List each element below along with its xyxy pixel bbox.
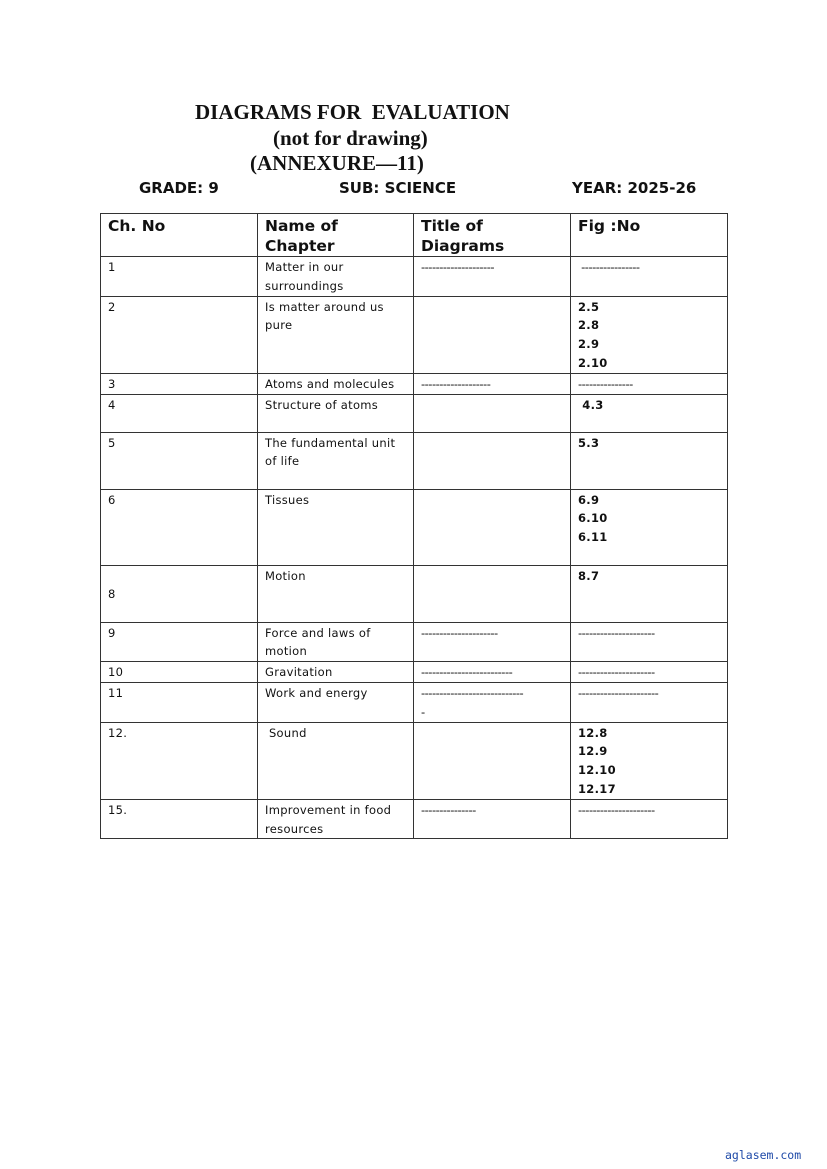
chapter-name-line: Atoms and molecules (265, 376, 395, 391)
cell-fig-no (571, 257, 728, 297)
cell-ch-no (101, 432, 258, 489)
cell-fig-no (571, 622, 728, 662)
cell-chapter-name (258, 394, 414, 432)
chapter-name-line: The fundamental unit (265, 435, 396, 450)
year-label: YEAR: 2025-26 (572, 179, 697, 197)
cell-fig-no (571, 799, 728, 839)
header-ch-no: Ch. No (101, 214, 258, 257)
cell-ch-no (101, 799, 258, 839)
ch-no-text: 2 (108, 299, 116, 314)
cell-diagram-title (414, 799, 571, 839)
annexure-label: (ANNEXURE—11) (250, 151, 424, 175)
chapter-name-line: Sound (265, 725, 307, 740)
ch-no-text: 3 (108, 376, 116, 391)
cell-chapter-name (258, 296, 414, 373)
document-subtitle: (not for drawing) (273, 126, 428, 150)
fig-number: 6.10 (578, 511, 608, 526)
cell-diagram-title (414, 662, 571, 683)
fig-number: 2.10 (578, 355, 608, 370)
table-row (101, 489, 728, 565)
chapter-name-line: surroundings (265, 278, 344, 293)
cell-ch-no (101, 296, 258, 373)
cell-chapter-name (258, 799, 414, 839)
cell-chapter-name (258, 565, 414, 622)
fig-number: --------------------- (578, 625, 655, 640)
chapter-name-line: Tissues (265, 492, 310, 507)
cell-diagram-title (414, 373, 571, 394)
fig-number: 8.7 (578, 568, 600, 583)
fig-number: 2.9 (578, 337, 600, 352)
cell-diagram-title (414, 394, 571, 432)
cell-fig-no (571, 565, 728, 622)
table-row (101, 565, 728, 622)
fig-number: 2.8 (578, 318, 600, 333)
ch-no-text: 5 (108, 435, 116, 450)
fig-number: ---------------------- (578, 685, 659, 700)
chapter-name-line: Gravitation (265, 665, 333, 680)
cell-diagram-title (414, 257, 571, 297)
cell-chapter-name (258, 373, 414, 394)
table-row (101, 622, 728, 662)
fig-number: 4.3 (578, 397, 604, 412)
table-row (101, 682, 728, 722)
fig-number: --------------------- (578, 665, 655, 680)
table-row (101, 432, 728, 489)
ch-no-text: 11 (108, 685, 124, 700)
chapter-name-line: Matter in our (265, 260, 344, 274)
ch-no-text: 4 (108, 397, 116, 412)
cell-diagram-title (414, 722, 571, 799)
cell-fig-no (571, 296, 728, 373)
fig-number: --------------------- (578, 802, 655, 817)
cell-fig-no (571, 489, 728, 565)
cell-chapter-name (258, 257, 414, 297)
table-row (101, 296, 728, 373)
fig-number: 2.5 (578, 299, 600, 314)
fig-number: ---------------- (578, 260, 640, 274)
ch-no-text: 10 (108, 665, 124, 680)
fig-number: 6.11 (578, 530, 608, 545)
chapter-name-line: Is matter around us (265, 299, 384, 314)
fig-number: 12.10 (578, 763, 616, 778)
cell-ch-no (101, 373, 258, 394)
ch-no-text: 15. (108, 802, 128, 817)
table-row (101, 662, 728, 683)
ch-no-text: 12. (108, 725, 128, 740)
fig-number: 12.8 (578, 725, 608, 740)
cell-ch-no (101, 682, 258, 722)
subject-label: SUB: SCIENCE (339, 179, 457, 197)
diagram-title-text: ------------------------- (421, 665, 513, 680)
cell-fig-no (571, 432, 728, 489)
cell-ch-no (101, 722, 258, 799)
fig-number: 12.17 (578, 781, 616, 796)
diagram-title-text: -------------------- (421, 260, 494, 274)
cell-ch-no (101, 622, 258, 662)
cell-ch-no (101, 565, 258, 622)
cell-diagram-title (414, 622, 571, 662)
cell-chapter-name (258, 682, 414, 722)
ch-no-text: 1 (108, 260, 116, 274)
fig-number: 12.9 (578, 744, 608, 759)
diagram-title-text: ------------------- (421, 376, 491, 391)
grade-label: GRADE: 9 (139, 179, 219, 197)
diagram-title-text: - (421, 704, 425, 719)
fig-number: 6.9 (578, 492, 600, 507)
cell-chapter-name (258, 722, 414, 799)
chapter-name-line: of life (265, 454, 300, 469)
chapter-name-line: pure (265, 318, 293, 333)
cell-ch-no (101, 662, 258, 683)
cell-fig-no (571, 373, 728, 394)
diagram-title-text: ---------------------------- (421, 685, 524, 700)
header-fig-no: Fig :No (571, 214, 728, 257)
cell-chapter-name (258, 432, 414, 489)
cell-diagram-title (414, 682, 571, 722)
table-body (101, 257, 728, 839)
diagram-title-text: --------------------- (421, 625, 498, 640)
cell-fig-no (571, 394, 728, 432)
chapter-name-line: Motion (265, 568, 306, 583)
chapter-name-line: Improvement in food (265, 802, 392, 817)
chapter-name-line: motion (265, 644, 308, 659)
diagrams-table (100, 213, 728, 839)
table-row (101, 373, 728, 394)
table-header-row (101, 214, 728, 257)
diagram-title-text: --------------- (421, 802, 476, 817)
cell-ch-no (101, 489, 258, 565)
fig-number: --------------- (578, 376, 633, 391)
document-title: DIAGRAMS FOR EVALUATION (195, 100, 510, 124)
cell-fig-no (571, 662, 728, 683)
header-chapter-name: Name of Chapter (258, 214, 414, 257)
ch-no-text: 8 (108, 587, 116, 602)
fig-number: 5.3 (578, 435, 600, 450)
cell-ch-no (101, 394, 258, 432)
cell-fig-no (571, 722, 728, 799)
cell-chapter-name (258, 622, 414, 662)
header-diagram-title: Title of Diagrams (414, 214, 571, 257)
ch-no-text: 9 (108, 625, 116, 640)
chapter-name-line: Work and energy (265, 685, 368, 700)
chapter-name-line: resources (265, 821, 324, 836)
cell-diagram-title (414, 489, 571, 565)
cell-diagram-title (414, 296, 571, 373)
chapter-name-line: Force and laws of (265, 625, 371, 640)
table-row (101, 257, 728, 297)
chapter-name-line: Structure of atoms (265, 397, 379, 412)
watermark-link[interactable]: aglasem.com (725, 1148, 802, 1162)
cell-chapter-name (258, 662, 414, 683)
cell-chapter-name (258, 489, 414, 565)
cell-ch-no (101, 257, 258, 297)
table-row (101, 722, 728, 799)
table-row (101, 799, 728, 839)
cell-diagram-title (414, 565, 571, 622)
cell-fig-no (571, 682, 728, 722)
ch-no-text: 6 (108, 492, 116, 507)
cell-diagram-title (414, 432, 571, 489)
table-row (101, 394, 728, 432)
